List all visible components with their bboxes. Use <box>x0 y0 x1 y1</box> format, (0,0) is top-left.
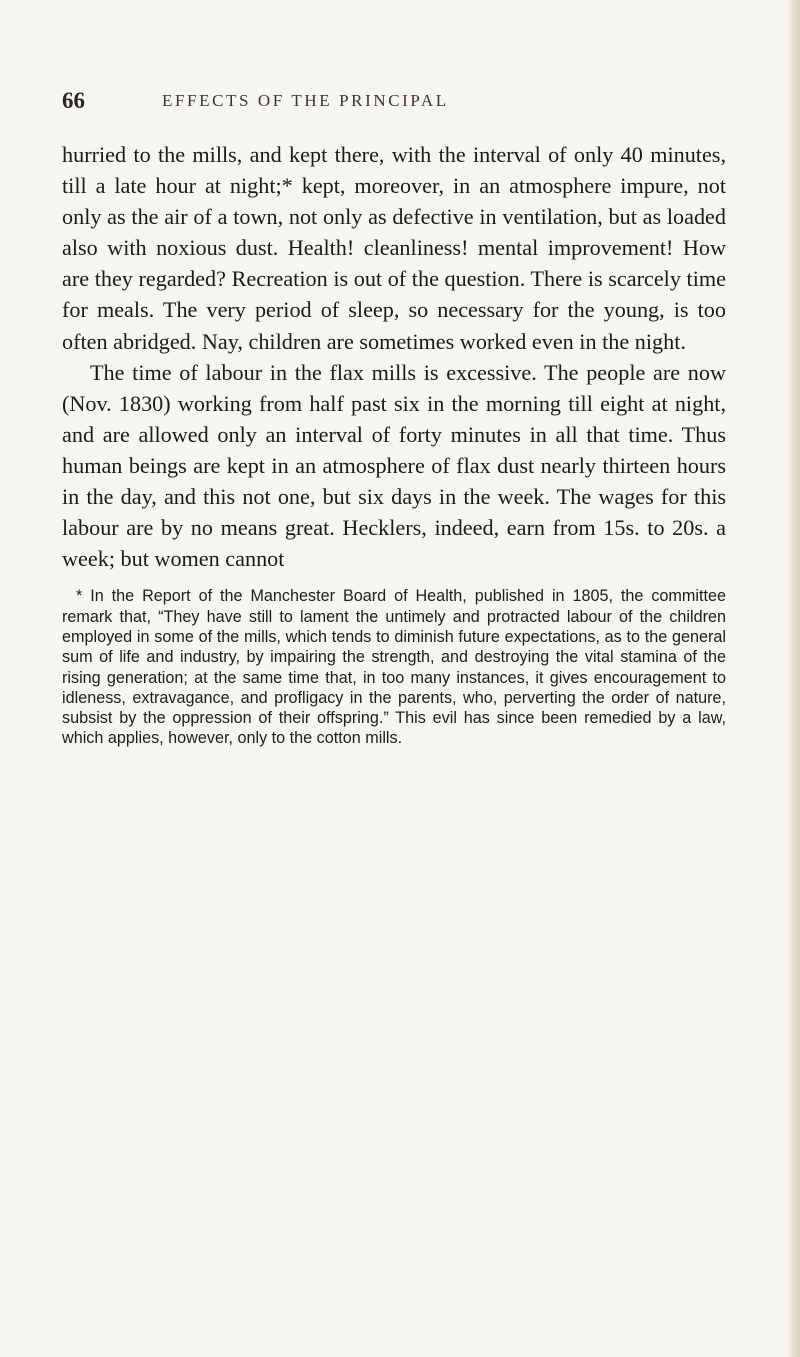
paragraph-flax-mills: The time of labour in the flax mills is excessive. The people are now (Nov. 1830) working from half past six in the morning till eight at night, and are allowed only an interval of forty minutes in all that time. Thus human beings are kept in an atmosphere of flax dust nearly thirteen hours in the day, and this not one, but six days in the week. The wages for this labour are by no means great. Hecklers, indeed, earn from 15s. to 20s. a week; but women cannot <box>62 359 726 572</box>
running-title: EFFECTS OF THE PRINCIPAL <box>162 91 449 110</box>
book-page <box>62 88 752 749</box>
footnote: * In the Report of the Manchester Board of Health, published in 1805, the committee remark that, “They have still to lament the untimely and protracted labour of the children employed in some of the mills, which tends to diminish future expectations, as to the general sum of life and industry, by impairing the strength, and destroying the vital stamina of the rising generation; at the same time that, in too many instances, it gives encouragement to idleness, extravagance, and profligacy in the parents, who, perverting the order of nature, subsist by the oppression of their offspring.” This evil has since been remedied by a law, which applies, however, only to the cotton mills. <box>62 587 726 748</box>
page-edge-shadow <box>786 0 800 1357</box>
page-number: 66 <box>62 88 85 113</box>
paragraph-continued: hurried to the mills, and kept there, with the interval of only 40 minutes, till a late hour at night;* kept, moreover, in an atmosphere impure, not only as the air of a town, not only as defective in ventilation, but as loaded also with noxious dust. Health! cleanliness! mental improvement! How are they regarded? Recreation is out of the question. There is scarcely time for meals. The very period of sleep, so necessary for the young, is too often abridged. Nay, children are sometimes worked even in the night. <box>62 142 726 354</box>
body-text <box>62 139 726 574</box>
running-head <box>62 88 752 128</box>
